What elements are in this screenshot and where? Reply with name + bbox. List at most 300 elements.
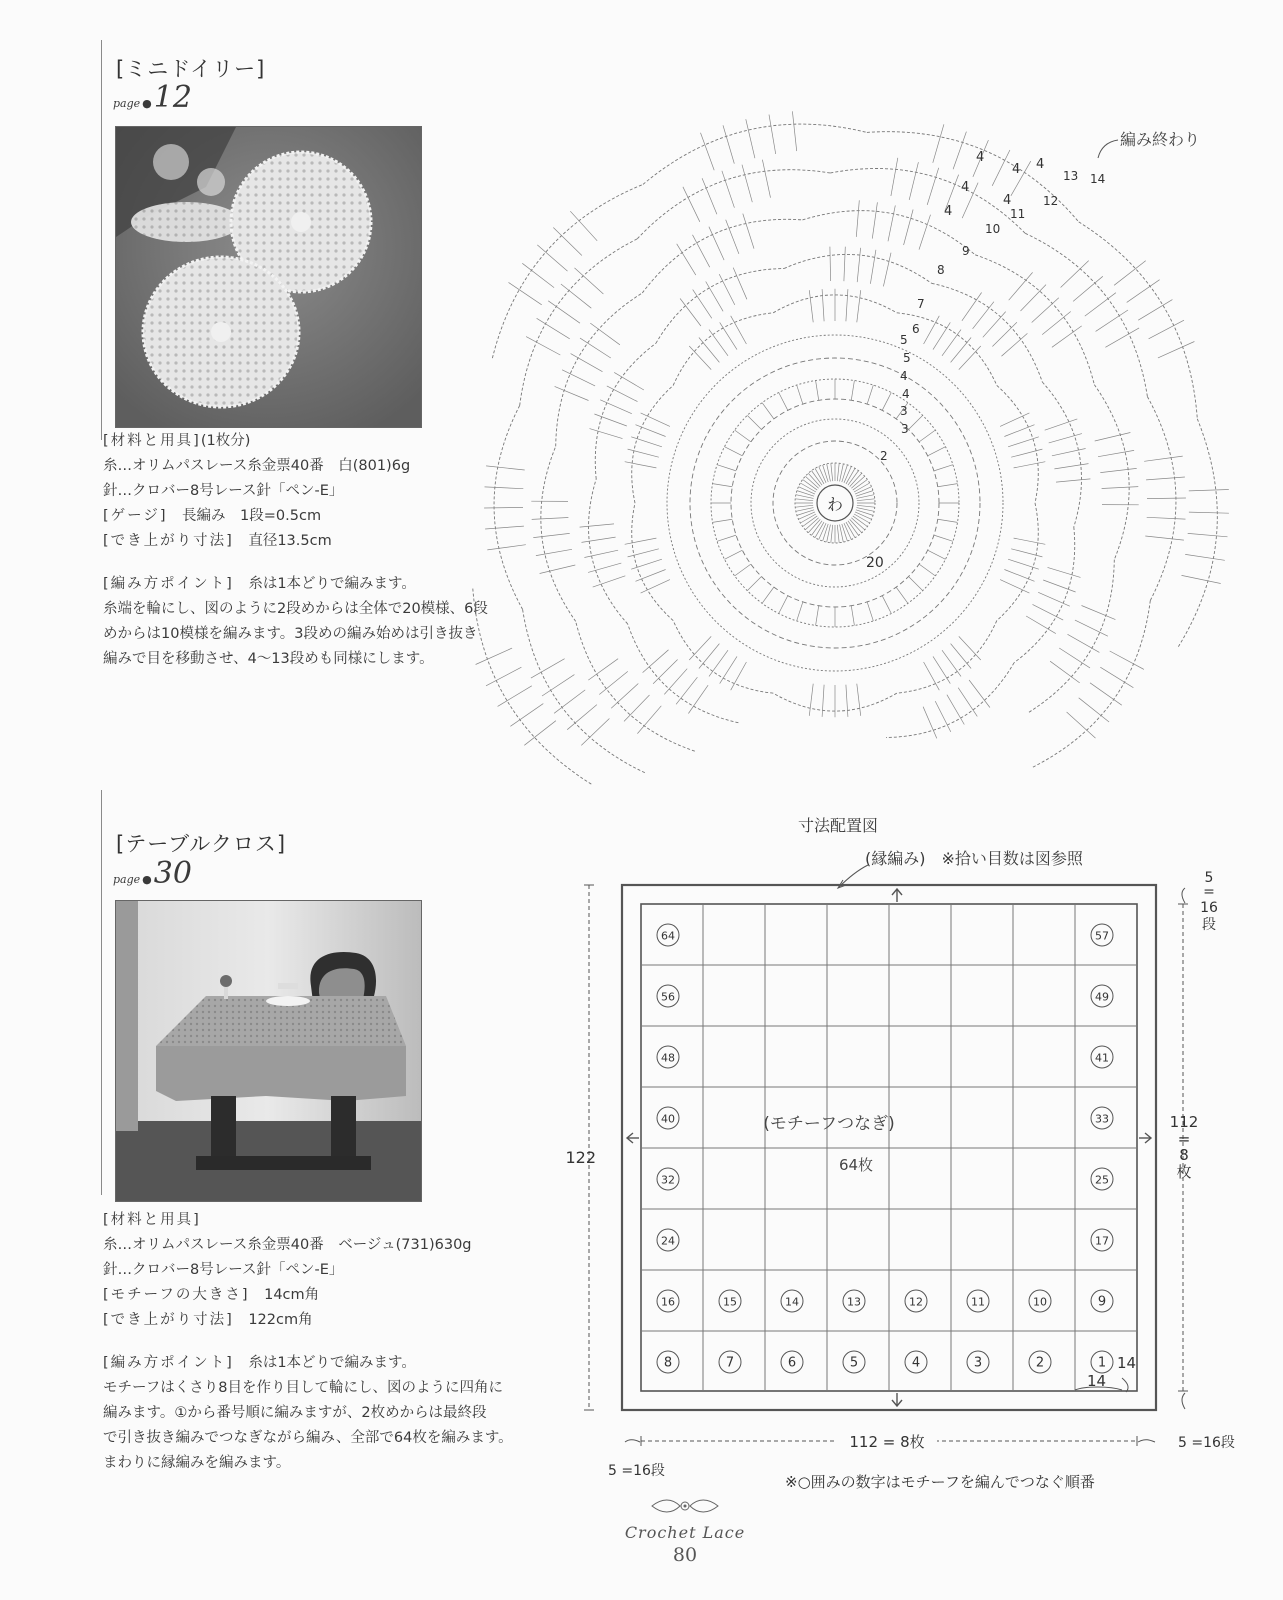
stitch-tick: [819, 523, 826, 539]
motif-order-number: 57: [1095, 929, 1109, 943]
top-right-dimension-part: 16: [1200, 900, 1218, 916]
fan-spoke: [933, 322, 950, 349]
fan-spoke: [927, 168, 939, 205]
fan-spoke: [531, 659, 565, 678]
bottom-dimension: 112 = 8枚: [849, 1433, 925, 1451]
fan-spoke: [1002, 333, 1028, 356]
doily-title: [ミニドイリー]: [116, 57, 266, 81]
scallop-arc: [643, 124, 867, 184]
stitch-tick: [896, 587, 908, 603]
fan-spoke: [844, 247, 845, 282]
fan-spoke: [588, 563, 621, 572]
tablecloth-materials-block: [103, 1208, 513, 1476]
stitch-tick: [831, 525, 833, 543]
fan-spoke: [973, 302, 994, 329]
motif-order-number: 25: [1095, 1173, 1109, 1187]
fan-spoke: [1000, 413, 1029, 427]
fan-spoke: [1146, 477, 1185, 480]
tablecloth-title: [テーブルクロス]: [116, 832, 287, 856]
scallop-arc: [997, 503, 1038, 621]
fan-spoke: [719, 274, 735, 305]
stitch-tick: [909, 577, 923, 591]
fan-spoke: [636, 425, 666, 437]
stitch-tick: [816, 381, 819, 401]
fan-spoke: [1149, 320, 1184, 339]
row-label: 4: [1012, 162, 1021, 177]
fan-spoke: [1059, 648, 1090, 668]
fan-spoke: [720, 656, 737, 683]
row-label: 5: [900, 333, 908, 347]
fan-spoke: [677, 244, 696, 275]
fan-spoke: [693, 235, 710, 267]
fan-spoke: [846, 289, 848, 321]
fan-spoke: [857, 290, 861, 322]
motif-order-number: 17: [1095, 1234, 1109, 1248]
end-label: 編み終わり: [1120, 130, 1201, 149]
fan-spoke: [1145, 536, 1184, 540]
fan-spoke: [1085, 293, 1116, 316]
fan-spoke: [542, 675, 574, 696]
scallop-arc: [637, 170, 830, 239]
tablecloth-photo-illustration: [116, 901, 421, 1201]
fan-spoke: [746, 119, 755, 158]
motif-order-number: 49: [1095, 990, 1109, 1004]
fan-spoke: [947, 695, 964, 725]
fan-spoke: [709, 650, 728, 676]
fan-spoke: [1110, 651, 1144, 669]
doily-size-value: 直径13.5cm: [248, 533, 332, 549]
fan-spoke: [1021, 285, 1047, 311]
tablecloth-motif-size-value: 14cm角: [264, 1287, 320, 1303]
fan-spoke: [1011, 549, 1042, 557]
fan-spoke: [742, 165, 752, 203]
fan-spoke: [959, 636, 981, 660]
stitch-tick: [851, 381, 854, 401]
fan-spoke: [1014, 538, 1046, 544]
fan-spoke: [822, 685, 824, 717]
fan-spoke: [924, 316, 940, 344]
row-label: 7: [917, 297, 925, 311]
section-rule-bottom: [101, 790, 102, 1195]
doily-size-label: [でき上がり寸法]: [103, 533, 234, 549]
fan-spoke: [562, 370, 595, 386]
fan-spoke: [743, 214, 754, 249]
stitch-tick: [831, 463, 833, 481]
fan-spoke: [1067, 712, 1096, 738]
doily-points-label: [編み方ポイント]: [103, 576, 234, 592]
fan-spoke: [1144, 456, 1183, 461]
fan-spoke: [942, 650, 961, 676]
doily-page-ref: [113, 80, 192, 115]
fan-spoke: [1185, 554, 1225, 560]
fan-spoke: [857, 684, 861, 716]
motif-order-number: 40: [661, 1112, 675, 1126]
fan-spoke: [487, 545, 526, 550]
tablecloth-points-note: 糸は1本どりで編みます。: [248, 1355, 416, 1371]
fan-spoke: [486, 466, 525, 470]
fan-spoke: [1189, 490, 1229, 491]
stitch-tick: [717, 465, 736, 471]
fan-spoke: [872, 202, 877, 238]
layout-diagram-title: 寸法配置図: [798, 816, 879, 835]
stitch-tick: [713, 519, 733, 522]
stitch-tick: [779, 393, 788, 411]
fan-spoke: [1052, 449, 1086, 456]
fan-spoke: [958, 688, 977, 717]
fan-spoke: [593, 576, 626, 587]
motif-order-number: 13: [847, 1295, 861, 1309]
tablecloth-size-value: 122cm角: [248, 1312, 313, 1328]
stitch-tick: [919, 564, 935, 576]
fan-spoke: [676, 677, 697, 704]
footer-ornament-icon: [650, 1497, 720, 1515]
border-label-text: (縁編み): [865, 849, 926, 868]
fan-spoke: [919, 215, 931, 250]
motif-order-number: 1: [1097, 1355, 1107, 1371]
row-label: 12: [1043, 194, 1059, 208]
fan-spoke: [1061, 261, 1089, 288]
motif-order-number: 16: [661, 1295, 675, 1309]
fan-spoke: [600, 400, 632, 414]
stitch-tick: [938, 519, 958, 522]
motif-dim-bottom: 14: [1087, 1372, 1107, 1390]
fan-spoke: [611, 684, 638, 709]
fan-spoke: [883, 253, 891, 287]
fan-spoke: [561, 284, 591, 308]
fan-spoke: [628, 449, 659, 457]
fan-spoke: [1004, 570, 1034, 582]
fan-spoke: [942, 330, 961, 356]
fan-spoke: [951, 644, 972, 669]
fan-spoke: [526, 337, 560, 355]
stitch-tick: [762, 403, 774, 419]
doily-gauge-value: 長編み 1段=0.5cm: [182, 508, 322, 524]
fan-spoke: [1008, 437, 1039, 447]
fan-spoke: [846, 685, 848, 717]
fan-spoke: [706, 282, 723, 312]
scallop-arc: [541, 446, 576, 621]
stitch-tick: [795, 499, 813, 501]
top-right-dimension-part: 段: [1202, 917, 1216, 933]
top-right-dimension-part: =: [1203, 884, 1215, 900]
fan-spoke: [723, 125, 734, 163]
stitch-tick: [919, 430, 935, 442]
motif-order-number: 11: [971, 1295, 985, 1309]
fan-spoke: [1075, 620, 1108, 636]
stitch-tick: [797, 385, 803, 404]
doily-photo: [115, 126, 422, 428]
row-label: 11: [1010, 207, 1026, 221]
fan-spoke: [933, 656, 950, 683]
tablecloth-materials-heading: [材料と用具]: [103, 1212, 201, 1228]
fan-spoke: [888, 205, 895, 241]
motif-order-number: 32: [661, 1173, 675, 1187]
fan-spoke: [722, 171, 735, 208]
scallop-arc: [632, 503, 673, 621]
stitch-tick: [762, 587, 774, 603]
stitch-tick: [797, 602, 803, 621]
doily-points-line: 編みで目を移動させ、4～13段めも同様にします。: [103, 651, 434, 667]
doily-materials-heading: [材料と用具]: [103, 433, 201, 449]
tablecloth-yarn: 糸…オリムパスレース糸金票40番 ベージュ(731)630g: [103, 1237, 472, 1253]
stitch-tick: [798, 487, 814, 494]
tablecloth-motif-size-label: [モチーフの大きさ]: [103, 1287, 250, 1303]
stitch-tick: [909, 415, 923, 429]
fan-spoke: [1147, 517, 1186, 519]
fan-spoke: [962, 293, 982, 321]
scallop-arc: [1178, 419, 1218, 648]
fan-spoke: [857, 248, 860, 282]
fan-spoke: [720, 322, 737, 349]
fan-spoke: [702, 178, 717, 214]
bottom-right-dimension: 5 =16段: [1178, 1435, 1235, 1451]
fan-spoke: [904, 210, 914, 246]
end-leader: [1098, 140, 1118, 158]
row-label: 4: [902, 387, 910, 401]
motif-order-number: 41: [1095, 1051, 1109, 1065]
stitch-tick: [816, 606, 819, 626]
fan-spoke: [689, 346, 711, 370]
fan-spoke: [1045, 419, 1078, 430]
doily-gauge-label: [ゲージ]: [103, 508, 168, 524]
fan-spoke: [699, 644, 720, 669]
motif-order-number: 8: [663, 1355, 673, 1371]
stitch-tick: [882, 393, 891, 411]
fan-spoke: [699, 338, 720, 363]
center-count: 64枚: [838, 1156, 874, 1174]
row-label: 4: [961, 180, 970, 195]
row-labels: [866, 150, 1105, 571]
stitch-tick: [747, 577, 761, 591]
fan-spoke: [822, 289, 824, 321]
stitch-tick: [725, 447, 743, 456]
fan-spoke: [582, 537, 616, 542]
tablecloth-page-word: page: [113, 873, 141, 886]
stitch-tick: [857, 499, 875, 501]
doily-needle: 針…クロバー8号レース針「ペン-E」: [103, 483, 344, 499]
fan-spoke: [830, 247, 831, 281]
fan-spoke: [641, 580, 670, 594]
fan-spoke: [953, 132, 966, 170]
motif-grid: [641, 904, 1137, 1392]
center-label: わ: [826, 495, 844, 514]
fan-spoke: [555, 386, 589, 400]
center-label: (モチーフつなぎ): [763, 1114, 895, 1134]
row-label: 4: [1003, 193, 1012, 208]
fan-spoke: [653, 660, 678, 684]
scallop-arc: [632, 385, 673, 503]
fan-spoke: [599, 671, 628, 694]
fan-spoke: [581, 719, 609, 746]
fan-spoke: [1056, 479, 1090, 482]
stitch-tick: [837, 463, 839, 481]
fan-spoke: [522, 263, 554, 287]
fan-spoke: [809, 684, 813, 716]
tablecloth-points-line: まわりに縁編みを編みます。: [103, 1455, 291, 1471]
stitch-tick: [882, 596, 891, 614]
fan-spoke: [625, 538, 657, 544]
fan-spoke: [1158, 342, 1195, 358]
fan-spoke: [484, 507, 523, 508]
fan-spoke: [570, 211, 597, 241]
fan-spoke: [992, 322, 1017, 346]
fan-spoke: [969, 680, 990, 708]
motif-order-number: 56: [661, 990, 675, 1004]
stitch-tick: [795, 505, 813, 507]
fan-spoke: [701, 133, 715, 171]
doily-materials-note: (1枚分): [200, 433, 251, 449]
fan-spoke: [1048, 567, 1081, 577]
fan-spoke: [485, 487, 524, 489]
row-label: 9: [962, 244, 970, 258]
fan-spoke: [498, 686, 532, 707]
fan-spoke: [951, 338, 972, 363]
motif-order-number: 12: [909, 1295, 923, 1309]
doily-photo-illustration: [116, 127, 421, 427]
fan-spoke: [1105, 328, 1139, 347]
stitch-tick: [713, 484, 733, 487]
motif-dim-right: 14: [1117, 1354, 1137, 1372]
doily-page-word: page: [113, 97, 141, 110]
fan-spoke: [959, 346, 981, 370]
motif-order-number: 48: [661, 1051, 675, 1065]
fan-spoke: [532, 518, 569, 520]
pickup-note: ※拾い目数は図参照: [941, 849, 1083, 868]
fan-spoke: [1049, 434, 1082, 443]
row-label: 13: [1063, 169, 1079, 183]
motif-order-number: 33: [1095, 1112, 1109, 1126]
fan-spoke: [485, 526, 524, 529]
row-label: 10: [985, 222, 1001, 236]
fan-spoke: [664, 669, 687, 695]
tablecloth-photo: [115, 900, 422, 1202]
scallop-arc: [997, 385, 1038, 503]
motif-order-number: 7: [725, 1355, 735, 1371]
fan-spoke: [809, 290, 813, 322]
tablecloth-points-line: 編みます。①から番号順に編みますが、2枚めからは最終段: [103, 1405, 487, 1421]
fan-spoke: [1189, 512, 1229, 513]
stitch-tick: [934, 535, 953, 541]
fan-spoke: [1038, 592, 1070, 606]
stitch-tick: [735, 564, 751, 576]
row-label: 8: [937, 263, 945, 277]
fan-spoke: [935, 701, 951, 732]
fan-spoke: [688, 685, 708, 713]
fan-spoke: [1073, 276, 1103, 301]
fan-spoke: [510, 704, 543, 727]
doily-points-note: 糸は1本どりで編みます。: [248, 576, 416, 592]
row-label: 3: [901, 422, 909, 436]
top-right-dimension: [1200, 870, 1218, 933]
row-label: 5: [903, 351, 911, 365]
fan-spoke: [1188, 533, 1228, 536]
doily-points-line: めからは10模様を編みます。3段めの編み始めは引き抜き: [103, 626, 478, 642]
fan-spoke: [709, 330, 728, 356]
stitch-tick: [867, 385, 873, 404]
fan-spoke: [590, 429, 623, 439]
fan-spoke: [625, 462, 657, 468]
tablecloth-page-number: 30: [153, 856, 192, 891]
fan-spoke: [553, 228, 582, 256]
fan-spoke: [1054, 464, 1088, 469]
row-label: 2: [880, 449, 888, 463]
tablecloth-layout-diagram: [565, 860, 1250, 1491]
fan-spoke: [624, 695, 650, 721]
fan-spoke: [588, 659, 618, 680]
fan-spoke: [731, 662, 747, 690]
motif-order-number: 6: [787, 1355, 797, 1371]
fan-spoke: [1100, 468, 1136, 472]
section-rule-top: [101, 40, 102, 440]
stitch-tick: [779, 596, 788, 614]
fan-spoke: [554, 690, 585, 713]
stitch-tick: [857, 505, 875, 507]
fan-spoke: [689, 636, 711, 660]
doily-crochet-chart: [430, 45, 1260, 760]
motif-order-number: 15: [723, 1295, 737, 1309]
page-dot-icon: ●: [142, 97, 152, 110]
fan-spoke: [584, 550, 618, 557]
right-dimension-part: 112: [1169, 1113, 1199, 1131]
fan-spoke: [1042, 312, 1071, 335]
fan-spoke: [909, 162, 918, 200]
fan-spoke: [933, 124, 944, 163]
fan-spoke: [1100, 667, 1133, 688]
row-label: 4: [944, 204, 953, 219]
scallop-arc: [1079, 222, 1198, 419]
top-right-dimension-part: 5: [1204, 870, 1214, 886]
fan-spoke: [1032, 298, 1059, 323]
row-label: 4: [976, 150, 985, 165]
tablecloth-points-label: [編み方ポイント]: [103, 1355, 234, 1371]
fan-spoke: [580, 338, 611, 358]
scallop-arc: [1094, 385, 1129, 560]
fan-spoke: [1102, 487, 1139, 489]
fan-spoke: [1182, 575, 1221, 583]
stitch-tick: [844, 466, 851, 482]
fan-spoke: [536, 549, 572, 555]
fan-spoke: [870, 250, 876, 284]
stitch-tick: [747, 415, 761, 429]
fan-spoke: [1096, 310, 1128, 331]
tablecloth-points-line: で引き抜き編みでつなぎながら編み、全部で64枚を編みます。: [103, 1430, 513, 1446]
fan-spoke: [733, 268, 747, 300]
motif-order-number: 4: [911, 1355, 921, 1371]
page-dot-icon: ●: [142, 873, 152, 886]
row-label: 6: [912, 322, 920, 336]
fan-spoke: [580, 524, 614, 527]
motif-order-number: 14: [785, 1295, 799, 1309]
stitch-tick: [717, 535, 736, 541]
right-dimension: [1170, 1113, 1199, 1181]
stitch-tick: [844, 523, 851, 539]
left-dimension: 122: [565, 1148, 596, 1167]
fan-spoke: [643, 650, 669, 673]
fan-spoke: [567, 705, 597, 730]
tablecloth-page-ref: [113, 856, 192, 891]
fan-spoke: [1011, 449, 1042, 457]
right-dimension-part: 枚: [1176, 1163, 1192, 1181]
fan-spoke: [856, 200, 859, 237]
scallop-arc: [589, 479, 628, 624]
stitch-tick: [819, 466, 826, 482]
scallop-arc: [473, 587, 592, 784]
fan-spoke: [537, 245, 567, 271]
row-label: 20: [866, 555, 884, 571]
fan-spoke: [524, 721, 556, 746]
motif-order-number: 10: [1033, 1295, 1047, 1309]
stitch-tick: [725, 550, 743, 559]
